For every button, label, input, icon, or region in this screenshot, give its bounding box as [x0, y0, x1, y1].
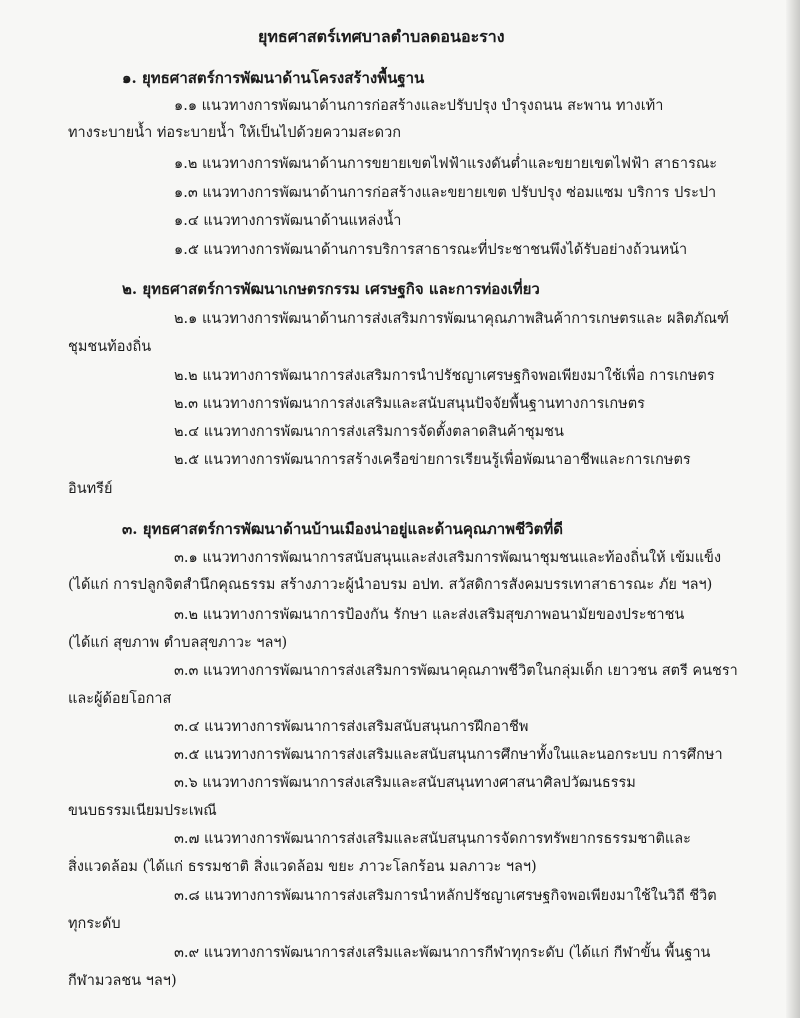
- item-3-9-cont: กีฬามวลชน ฯลฯ): [68, 973, 177, 989]
- item-3-8-cont: ทุกระดับ: [68, 916, 121, 932]
- item-1-2: ๑.๒ แนวทางการพัฒนาด้านการขยายเขตไฟฟ้าแรงดันต่ำและขยายเขตไฟฟ้า สาธารณะ: [174, 156, 718, 172]
- item-2-5-cont: อินทรีย์: [68, 481, 113, 497]
- item-3-5: ๓.๕ แนวทางการพัฒนาการส่งเสริมและสนับสนุนการศึกษาทั้งในและนอกระบบ การศึกษา: [174, 747, 723, 763]
- section-2-heading: ๒. ยุทธศาสตร์การพัฒนาเกษตรกรรม เศรษฐกิจ และการท่องเที่ยว: [122, 280, 540, 298]
- item-3-6: ๓.๖ แนวทางการพัฒนาการส่งเสริมและสนับสนุนทางศาสนาศิลปวัฒนธรรม: [174, 775, 636, 791]
- item-2-1: ๒.๑ แนวทางการพัฒนาด้านการส่งเสริมการพัฒนาคุณภาพสินค้าการเกษตรและ ผลิตภัณฑ์: [174, 311, 729, 327]
- item-3-3-cont: และผู้ด้อยโอกาส: [68, 691, 172, 707]
- item-1-3: ๑.๓ แนวทางการพัฒนาด้านการก่อสร้างและขยายเขต ปรับปรุง ซ่อมแซม บริการ ประปา: [174, 185, 717, 201]
- item-1-4: ๑.๔ แนวทางการพัฒนาด้านแหล่งน้ำ: [174, 213, 402, 229]
- item-3-7-cont: สิ่งแวดล้อม (ได้แก่ ธรรมชาติ สิ่งแวดล้อม ขยะ ภาวะโลกร้อน มลภาวะ ฯลฯ): [68, 859, 537, 875]
- item-2-2: ๒.๒ แนวทางการพัฒนาการส่งเสริมการนำปรัชญาเศรษฐกิจพอเพียงมาใช้เพื่อ การเกษตร: [174, 368, 715, 384]
- item-3-1-cont: (ได้แก่ การปลูกจิตสำนึกคุณธรรม สร้างภาวะผู้นำอบรม อปท. สวัสดิการสังคมบรรเทาสาธารณะ ภัย ฯลฯ): [68, 577, 713, 593]
- item-1-1: ๑.๑ แนวทางการพัฒนาด้านการก่อสร้างและปรับปรุง บำรุงถนน สะพาน ทางเท้า: [174, 98, 664, 114]
- item-2-3: ๒.๓ แนวทางการพัฒนาการส่งเสริมและสนับสนุนปัจจัยพื้นฐานทางการเกษตร: [174, 396, 645, 412]
- document-title: ยุทธศาสตร์เทศบาลตำบลดอนอะราง: [258, 27, 505, 46]
- item-2-5: ๒.๕ แนวทางการพัฒนาการสร้างเครือข่ายการเรียนรู้เพื่อพัฒนาอาชีพและการเกษตร: [174, 452, 691, 468]
- item-3-1: ๓.๑ แนวทางการพัฒนาการสนับสนุนและส่งเสริมการพัฒนาชุมชนและท้องถิ่นให้ เข้มแข็ง: [174, 550, 722, 566]
- item-3-9: ๓.๙ แนวทางการพัฒนาการส่งเสริมและพัฒนาการกีฬาทุกระดับ (ได้แก่ กีฬาขั้น พื้นฐาน: [174, 945, 711, 961]
- section-1-heading: ๑. ยุทธศาสตร์การพัฒนาด้านโครงสร้างพื้นฐาน: [122, 69, 425, 87]
- item-3-8: ๓.๘ แนวทางการพัฒนาการส่งเสริมการนำหลักปรัชญาเศรษฐกิจพอเพียงมาใช้ในวิถี ชีวิต: [174, 888, 717, 904]
- item-2-4: ๒.๔ แนวทางการพัฒนาการส่งเสริมการจัดตั้งตลาดสินค้าชุมชน: [174, 424, 564, 440]
- item-3-7: ๓.๗ แนวทางการพัฒนาการส่งเสริมและสนับสนุนการจัดการทรัพยากรธรรมชาติและ: [174, 831, 691, 847]
- item-3-3: ๓.๓ แนวทางการพัฒนาการส่งเสริมการพัฒนาคุณภาพชีวิตในกลุ่มเด็ก เยาวชน สตรี คนชรา: [174, 663, 738, 679]
- item-1-1-cont: ทางระบายน้ำ ท่อระบายน้ำ ให้เป็นไปด้วยความสะดวก: [68, 125, 401, 141]
- item-3-4: ๓.๔ แนวทางการพัฒนาการส่งเสริมสนับสนุนการฝึกอาชีพ: [174, 719, 529, 735]
- item-3-2: ๓.๒ แนวทางการพัฒนาการป้องกัน รักษา และส่งเสริมสุขภาพอนามัยของประชาชน: [174, 607, 685, 623]
- item-2-1-cont: ชุมชนท้องถิ่น: [68, 339, 152, 355]
- item-3-6-cont: ขนบธรรมเนียมประเพณี: [68, 803, 217, 819]
- page-edge-shadow: [786, 0, 800, 1018]
- section-3-heading: ๓. ยุทธศาสตร์การพัฒนาด้านบ้านเมืองน่าอยู่และด้านคุณภาพชีวิตที่ดี: [122, 520, 563, 538]
- item-1-5: ๑.๕ แนวทางการพัฒนาด้านการบริการสาธารณะที่ประชาชนพึงได้รับอย่างถ้วนหน้า: [174, 242, 688, 258]
- item-3-2-cont: (ได้แก่ สุขภาพ ตำบลสุขภาวะ ฯลฯ): [68, 635, 288, 651]
